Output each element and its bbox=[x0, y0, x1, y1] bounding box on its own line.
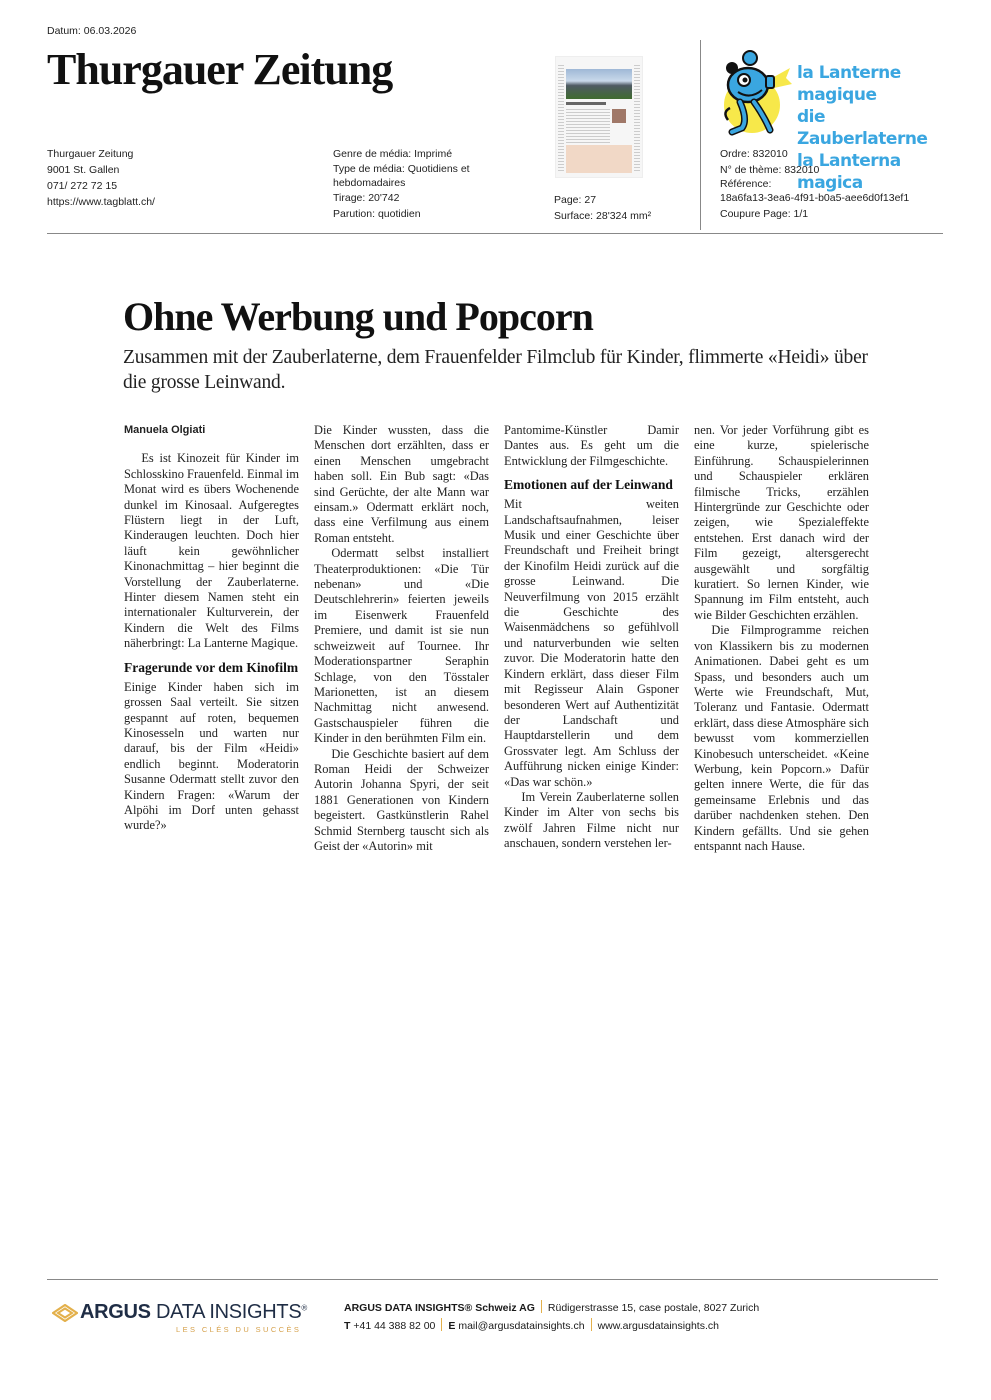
article-headline: Ohne Werbung und Popcorn bbox=[123, 294, 593, 339]
header-vertical-divider bbox=[700, 40, 701, 230]
paragraph: Odermatt selbst installiert Theaterproduktionen: «Die Tür nebenan» und «Die Deutschlehrerin» feierten jeweils im Eisenwerk Frauenfeld Premiere, und damit ist sie nun schweizweit auf Tournee. Ihr Moderationspartner Seraphin Schlage, von den Tösstaler Marionetten, ist an diesem Nachmittag nicht anwesend. Gastschauspieler führen die Kinder in den berühmten Film ein. bbox=[314, 546, 489, 746]
order-number: Ordre: 832010 bbox=[720, 148, 788, 160]
paragraph: Im Verein Zauberlaterne sollen Kinder im Alter von sechs bis zwölf Jahren Filme nicht nur anschauen, sondern verstehen ler- bbox=[504, 789, 679, 851]
paragraph: Die Filmprogramme reichen von Klassikern bis zu modernen Animationen. Dabei geht es um Spass, und besonders auch um Werte wie Freundschaft, Mut, Toleranz und Fantasie. Odermatt erklärt, dass diese Atmosphäre sich bewusst vom kommerziellen Kinobesuch unterscheidet. «Keine Werbung, kein Popcorn.» Dafür gelten innere Werte, die für das gemeinsame Erlebnis und das darüber nachdenken stehen. Den Kindern gefällts. Und sie gehen entspannt nach Hause. bbox=[694, 623, 869, 853]
thumbnail-text-lines bbox=[634, 65, 640, 173]
paragraph: Die Geschichte basiert auf dem Roman Heidi der Schweizer Autorin Johanna Spyri, der seit 1881 Generationen von Kindern begeistert. Gastkünstlerin Rahel Schmid Sternberg tauscht sich als Geist der «Autorin» mit bbox=[314, 746, 489, 853]
thumbnail-headline bbox=[566, 102, 606, 105]
paragraph: Es ist Kinozeit für Kinder im Schlosskino Frauenfeld. Einmal im Monat wird es übers Wochenende dunkel im Kinosaal. Aufgeregtes Flüstern liegt in der Luft, Kinderaugen leuchten. Doch hier läuft kein gewöhnlicher Kinonachmittag – hier beginnt die Vorstellung der Zauberlaterne. Hinter diesem Namen steht ein internationaler Kulturverein, der Kindern die Welt des Films näherbringt: La Lanterne Magique. bbox=[124, 451, 299, 651]
publication-title: Thurgauer Zeitung bbox=[47, 45, 393, 94]
subheading: Fragerunde vor dem Kinofilm bbox=[124, 659, 299, 675]
argus-brand-bold: ARGUS bbox=[80, 1301, 151, 1323]
media-type: Type de média: Quotidiens et bbox=[333, 163, 470, 175]
argus-tagline: LES CLÉS DU SUCCÈS bbox=[176, 1325, 302, 1334]
paragraph: Pantomime-Künstler Damir Dantes aus. Es geht um die Entwicklung der Filmgeschichte. bbox=[504, 423, 679, 468]
article-column-2 bbox=[314, 423, 489, 854]
footer-separator bbox=[541, 1300, 542, 1313]
footer-contact bbox=[344, 1299, 759, 1335]
thumbnail-portrait bbox=[612, 109, 626, 123]
argus-brand-rest: DATA INSIGHTS bbox=[150, 1301, 302, 1323]
article-column-4 bbox=[694, 423, 869, 854]
page-number: Page: 27 bbox=[554, 194, 597, 206]
media-genre: Genre de média: Imprimé bbox=[333, 148, 453, 160]
company-name: ARGUS DATA INSIGHTS® Schweiz AG bbox=[344, 1302, 535, 1314]
reference-label: Référence: bbox=[720, 178, 772, 190]
contact-line-2 bbox=[344, 1317, 759, 1335]
media-type-cont: hebdomadaires bbox=[333, 177, 406, 189]
media-tirage: Tirage: 20'742 bbox=[333, 192, 400, 204]
logo-line-fr: la Lanterne magique bbox=[797, 63, 901, 105]
company-phone: +41 44 388 82 00 bbox=[353, 1320, 436, 1332]
article-lead: Zusammen mit der Zauberlaterne, dem Frauenfelder Filmclub für Kinder, flimmerte «Heidi» über die grosse Leinwand. bbox=[123, 347, 868, 393]
page-thumbnail bbox=[555, 56, 643, 178]
argus-logo bbox=[52, 1301, 312, 1341]
company-address: Rüdigerstrasse 15, case postale, 8027 Zurich bbox=[547, 1302, 760, 1314]
source-phone: 071/ 272 72 15 bbox=[47, 180, 118, 192]
footer-separator bbox=[441, 1318, 442, 1331]
subheading: Emotionen auf der Leinwand bbox=[504, 477, 673, 493]
paragraph: Die Kinder wussten, dass die Menschen dort erzählten, dass er einen Menschen umgebracht haben soll. Ein Bub sagt: «Das sind Gerüchte, der alte Mann war einsam.» Odermatt erklärt noch, dass eine Verfilmung aus einem Roman entsteht. bbox=[314, 423, 489, 545]
phone-prefix: T bbox=[344, 1320, 351, 1332]
paragraph: Einige Kinder haben sich im grossen Saal verteilt. Sie sitzen gespannt auf roten, bequemen Kinosesseln und warten nur darauf, bis der Film «Heidi» endlich beginnt. Moderatorin Susanne Odermatt stellt zuvor den Kindern Fragen: «Warum der Alpöhi im Dorf unten gehasst wurde?» bbox=[124, 679, 299, 833]
thumbnail-text-lines bbox=[566, 109, 610, 143]
contact-line-1 bbox=[344, 1299, 759, 1317]
thumbnail-photo bbox=[566, 69, 632, 99]
company-email[interactable]: mail@argusdatainsights.ch bbox=[458, 1320, 585, 1332]
footer-divider bbox=[47, 1279, 938, 1280]
source-city: 9001 St. Gallen bbox=[47, 164, 120, 176]
coupure-page: Coupure Page: 1/1 bbox=[720, 208, 809, 220]
header-divider bbox=[47, 233, 943, 234]
source-url[interactable]: https://www.tagblatt.ch/ bbox=[47, 196, 155, 208]
media-info bbox=[333, 146, 533, 222]
lantern-mascot-icon bbox=[720, 50, 795, 140]
article-column-3 bbox=[504, 423, 679, 852]
reference-id: 18a6fa13-3ea6-4f91-b0a5-aee6d0f13ef1 bbox=[720, 192, 910, 204]
source-name: Thurgauer Zeitung bbox=[47, 148, 134, 160]
argus-wordmark bbox=[80, 1301, 307, 1324]
article-column-1 bbox=[124, 423, 299, 834]
logo-line-it: la Lanterna magica bbox=[797, 151, 901, 193]
article-author: Manuela Olgiati bbox=[124, 424, 206, 436]
logo-line-de: die Zauberlaterne bbox=[797, 107, 928, 149]
argus-eye-icon bbox=[52, 1304, 78, 1322]
media-parution: Parution: quotidien bbox=[333, 208, 421, 220]
document-date: Datum: 06.03.2026 bbox=[47, 25, 137, 37]
thumbnail-text-lines bbox=[558, 65, 564, 173]
footer-separator bbox=[591, 1318, 592, 1331]
page-surface: Surface: 28'324 mm² bbox=[554, 210, 652, 222]
order-info bbox=[720, 146, 909, 222]
thumbnail-highlighted-article bbox=[566, 145, 632, 173]
registered-mark: ® bbox=[301, 1303, 307, 1313]
email-prefix: E bbox=[448, 1320, 456, 1332]
paragraph: nen. Vor jeder Vorführung gibt es eine kurze, spielerische Einführung. Schauspielerinnen und Schauspieler erklären filmische Tricks, erzählen Hintergründe zur Geschichte oder zeigen, wie Spezialeffekte entstehen. Erst danach wird der Film gezeigt, altersgerecht ausgewählt und sorgfältig kuratiert. So lernen Kinder, wie Spannung im Film entsteht, auch wie Bilder Geschichten erzählen. bbox=[694, 423, 869, 622]
source-info bbox=[47, 146, 155, 210]
theme-number: N° de thème: 832010 bbox=[720, 164, 820, 176]
paragraph: Mit weiten Landschaftsaufnahmen, leiser Musik und einer Geschichte über Freundschaft und Freiheit bringt der Kinofilm Heidi zurück auf die grosse Leinwand. Die Neuverfilmung von 2015 erzählt die Geschichte des Waisenmädchens so gefühlvoll und naturverbunden wie selten zuvor. Die Moderatorin hatte den Kindern erklärt, dass dieser Film mit Regisseur Alain Gsponer besonderen Wert auf Authentizität der Landschaft und Hauptdarstellerin und dem Grossvater legt. Am Schluss der Aufführung nicken einige Kinder: «Das war schön.» bbox=[504, 497, 679, 789]
page-info bbox=[554, 192, 651, 224]
company-website[interactable]: www.argusdatainsights.ch bbox=[597, 1320, 719, 1332]
